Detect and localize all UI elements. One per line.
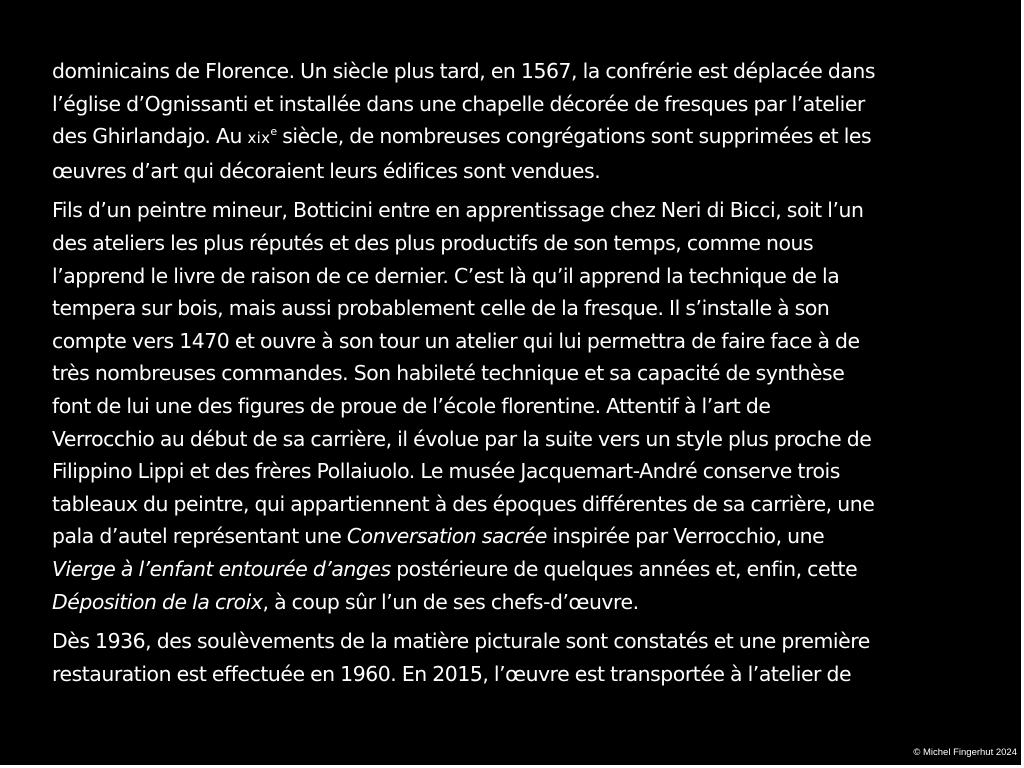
artwork-title: Déposition de la croix [52,589,263,614]
text-segment: l’église d’Ognissanti et installée dans une chapelle décorée de fresques par l’atelier [52,91,865,116]
body-text [52,55,972,697]
text-line [52,155,972,188]
text-line [52,488,972,521]
text-segment: siècle, de nombreuses congrégations sont supprimées et les [276,124,872,149]
artwork-title: Conversation sacrée [346,524,547,549]
text-segment: pala d’autel représentant une [52,524,347,549]
ordinal-superscript: e [270,125,277,139]
text-segment: des ateliers les plus réputés et des plus productifs de son temps, comme nous [52,230,814,255]
text-line [52,260,972,293]
paragraph-3 [52,625,972,690]
text-line [52,455,972,488]
text-segment: font de lui une des figures de proue de l’école florentine. Attentif à l’art de [52,393,771,418]
text-segment: postérieure de quelques années et, enfin, cette [390,556,858,581]
text-line [52,423,972,456]
text-segment: l’apprend le livre de raison de ce dernier. C’est là qu’il apprend la technique de la [52,263,840,288]
text-segment: très nombreuses commandes. Son habileté technique et sa capacité de synthèse [52,361,845,386]
text-segment: compte vers 1470 et ouvre à son tour un atelier qui lui permettra de faire face à de [52,328,860,353]
text-segment: Dès 1936, des soulèvements de la matière picturale sont constatés et une première [52,629,870,654]
paragraph-2 [52,194,972,618]
century-numeral: xix [247,129,271,148]
text-segment: dominicains de Florence. Un siècle plus tard, en 1567, la confrérie est déplacée dans [52,59,876,83]
text-line [52,88,972,121]
copyright-notice: © Michel Fingerhut 2024 [913,747,1017,758]
text-segment: inspirée par Verrocchio, une [546,524,825,549]
artwork-title: Vierge à l’enfant entourée d’anges [52,556,391,581]
text-line [52,520,972,553]
text-segment: Fils d’un peintre mineur, Botticini entre en apprentissage chez Neri di Bicci, soit l’un [52,198,864,223]
paragraph-1 [52,55,972,187]
text-line [52,553,972,586]
text-segment: tempera sur bois, mais aussi probablement celle de la fresque. Il s’installe à son [52,296,830,321]
text-line [52,325,972,358]
text-segment: Verrocchio au début de sa carrière, il évolue par la suite vers un style plus proche de [52,426,872,451]
text-segment: des Ghirlandajo. Au [52,124,248,149]
text-line [52,194,972,227]
text-segment: , à coup sûr l’un de ses chefs-d’œuvre. [262,589,639,614]
text-line [52,227,972,260]
text-line [52,625,972,658]
text-line [52,357,972,390]
text-line [52,658,972,691]
text-line [52,55,972,88]
text-segment: tableaux du peintre, qui appartiennent à des époques différentes de sa carrière, une [52,491,875,516]
text-line [52,586,972,619]
text-segment: œuvres d’art qui décoraient leurs édifices sont vendues. [52,158,601,183]
text-segment: restauration est effectuée en 1960. En 2015, l’œuvre est transportée à l’atelier de [52,661,852,686]
text-line [52,390,972,423]
text-line [52,120,972,155]
text-line [52,292,972,325]
text-segment: Filippino Lippi et des frères Pollaiuolo. Le musée Jacquemart-André conserve trois [52,459,840,484]
